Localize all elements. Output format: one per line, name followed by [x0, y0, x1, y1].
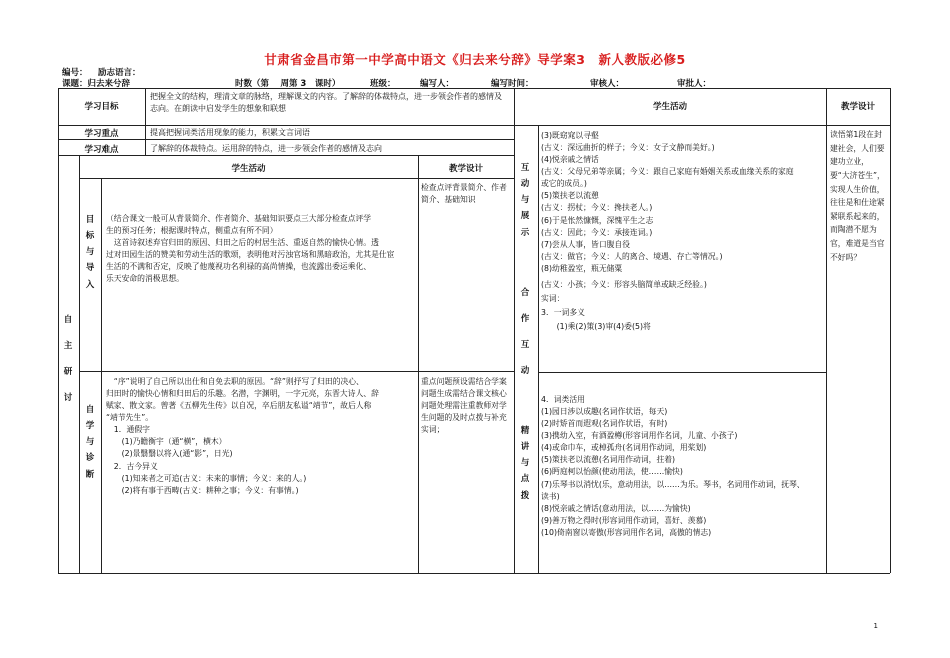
side-label-hezuo: 合 作 互 动: [520, 288, 530, 377]
self-study-design: 重点问题预设需结合学案问题生成需结合课文核心问题处理需注重教师对学生问题的及时点拨与补充实词；: [421, 377, 507, 435]
key-text: 提高把握词类活用现象的能力，积累文言词语: [150, 128, 310, 137]
section-label-hudong: 互 动 与 展 示: [520, 163, 530, 238]
meta-bianxieren: 编写人：: [420, 79, 455, 89]
intro-design: 检查点评背景简介、作者简介、基础知识: [421, 183, 507, 205]
self-study-content: “序”说明了自己所以出仕和自免去职的原因。“辞”则抒写了归田的决心、 归田时的愉快心情和归田后的乐趣。名潜，字渊明，一字元亮，东晋大诗人、辞 赋家、散文家。曾著《五柳先生传》以自况，卒后朋友私谥“靖节”，故后人称 “靖节先生”。 1．通假字 (1)乃瞻衡宇（通“横”，横木） (2)景翳翳以将入(通“影”，日光) 2．古今异义 (1)知来者之可追(古义：未来的事情；今义：来的人。) (2)将有事于西畴(古义：耕种之事；今义：有事情。): [106, 377, 379, 495]
section-label-zixue: 自 学 与 诊 断: [85, 405, 95, 480]
side-label-zizhu: 自 主 研 讨: [63, 315, 73, 404]
difficulty-text: 了解辞的体裁特点。运用辞的特点，进一步领会作者的感情及志向: [150, 144, 382, 153]
explanation-content: 4．词类活用 (1)园日涉以成趣(名词作状语，每天) (2)时矫首而遐观(名词作状语，有时) (3)携幼入室，有酒盈樽(形容词用作名词，儿童、小孩子) (4)或命巾车，或棹孤舟(名词用作动词，用桨划) (5)策扶老以流憩(名词用作动词，拄着) (6)眄庭柯以怡颜(使动用法，使……愉快) (7)乐琴书以消忧(乐，意动用法，以……为乐。琴书，名词用作动词，抚琴、 读书) (8)悦亲戚之情话(意动用法，以……为愉快) (9)善万物之得时(形容词用作动词，喜好、羡慕) (10)倚南窗以寄傲(形容词用作名词，高傲的情志): [541, 395, 805, 537]
document-title: 甘肃省金昌市第一中学高中语文《归去来兮辞》导学案3 新人教版必修5: [264, 52, 686, 67]
goal-text: 把握全文的结构，理清文章的脉络，理解课文的内容。了解辞的体裁特点，进一步领会作者的感情及志向。在朗读中启发学生的想象和联想: [150, 92, 502, 114]
left-col-student: 学生活动: [231, 164, 266, 174]
intro-content: （结合课文一般可从背景简介、作者简介、基础知识要点三大部分检查点评学 生的预习任务；根据课时特点，侧重点有所不同） 这首诗叙述弃官归田的原因、归田之后的村居生活、重返自然的愉快心情。透 过对田园生活的赞美和劳动生活的歌颂，表明他对污浊官场和黑暗政治，尤其是仕宦 生活的不满和否定，反映了他蔑视功名利禄的高尚情操，也流露出委运乘化、 乐天安命的消极思想。: [106, 214, 395, 284]
difficulty-label: 学习难点: [84, 145, 119, 155]
meta-banji: 班级：: [370, 79, 396, 89]
meta-lizhi: 励志语言：: [98, 68, 141, 78]
section-label-jingjiang: 精 讲 与 点 拨: [520, 426, 530, 501]
key-label: 学习重点: [84, 129, 119, 139]
meta-bianhao: 编号：: [62, 68, 88, 78]
right-col-design: 教学设计: [840, 102, 875, 112]
meta-keti: 课题：归去来兮辞: [62, 79, 131, 89]
interaction-design: 读悟第1段在封建社会，人们要建功立业，要“大济苍生”，实现人生价值，往往是和仕途紧紧联系起来的，而陶潜不愿为官，难道是当官不好吗？: [830, 130, 885, 262]
meta-keshi: 时数（第 周第 3 课时）: [235, 79, 341, 89]
left-col-design: 教学设计: [448, 164, 483, 174]
right-col-student: 学生活动: [652, 102, 687, 112]
page-number: 1: [873, 622, 878, 630]
section-label-mubiao: 目 标 与 导 入: [85, 215, 95, 290]
meta-bianxieshijian: 编写时间：: [491, 79, 534, 89]
meta-shenheren: 审核人：: [590, 79, 625, 89]
interaction-content: (3)既窈窕以寻壑 (古义：深远曲折的样子；今义：女子文静而美好。) (4)悦亲戚之情话 (古义：父母兄弟等亲属；今义：跟自己家庭有婚姻关系或血缘关系的家庭 或它的成员。) (5)策扶老以流憩 (古义：拐杖；今义：搀扶老人。) (6)于是怅然慷慨，深愧平生之志 (古义：因此；今义：承接连词。) (7)尝从人事，皆口腹自役 (古义：做官；今义：人的离合、境遇、存亡等情况。) (8)幼稚盈室，瓶无储粟 (古义：小孩；今义：形容头脑简单或缺乏经验。) 实词： 3．一词多义 (1)乘(2)策(3)审(4)委(5)将: [541, 131, 794, 332]
goal-label: 学习目标: [84, 102, 119, 112]
meta-shenpiren: 审批人：: [677, 79, 712, 89]
